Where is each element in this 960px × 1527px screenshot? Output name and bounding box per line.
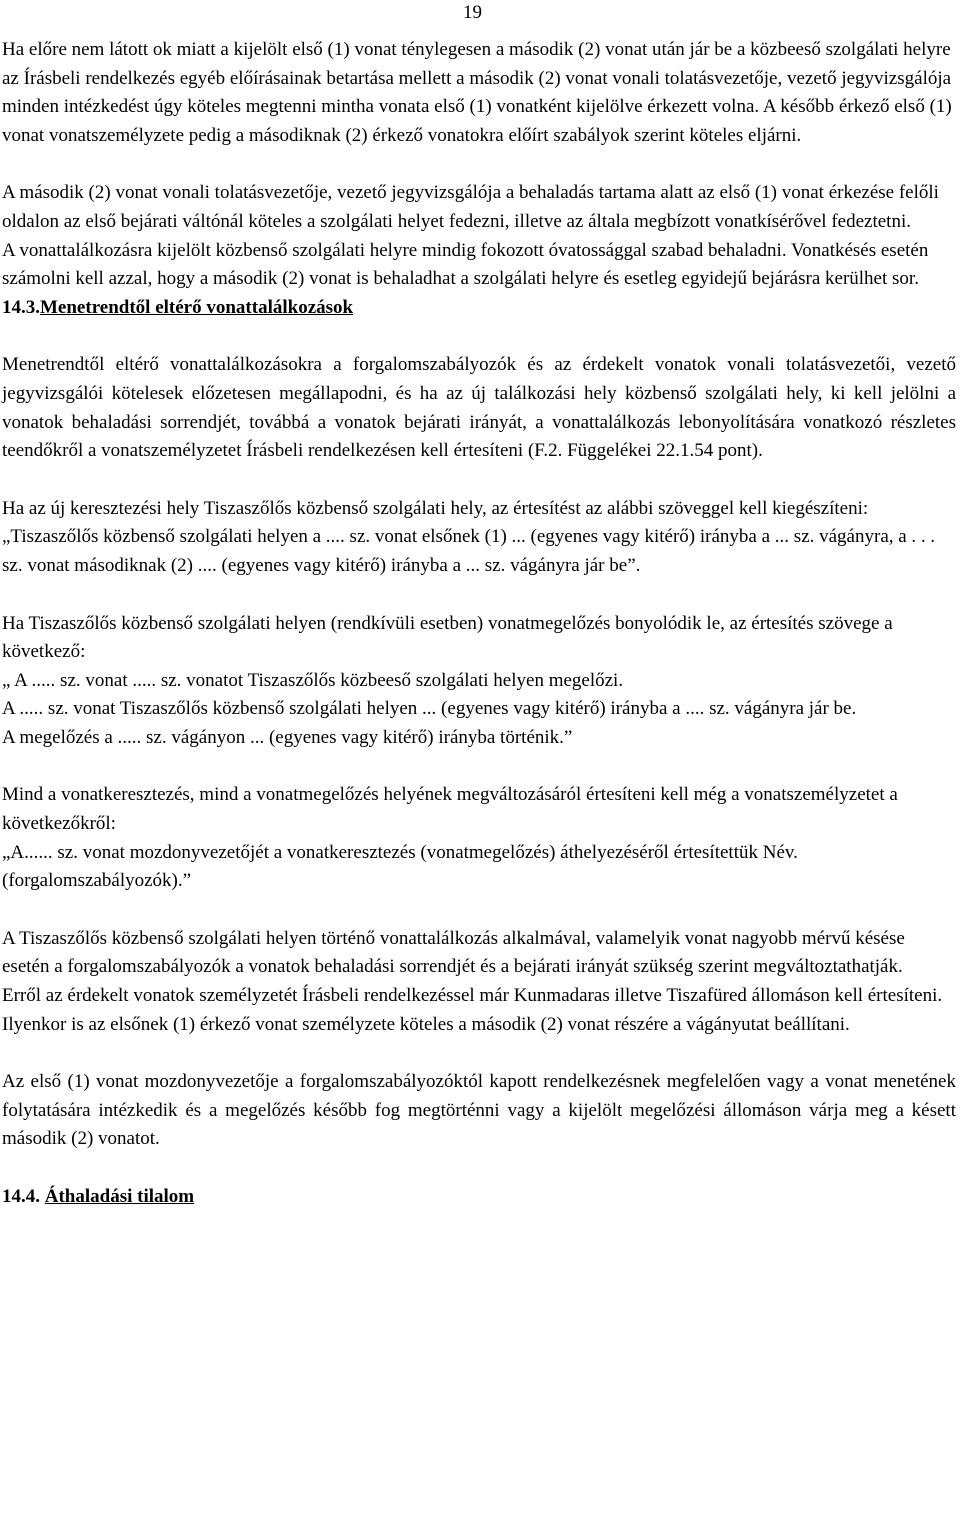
page-number: 19 (463, 2, 482, 23)
paragraph-notice-overtake-1: „ A ..... sz. vonat ..... sz. vonatot Tiszaszőlős közbeeső szolgálati helyen megelőzi. (2, 669, 624, 691)
section-heading-14-4 (2, 1183, 956, 1212)
section-heading-14-3 (2, 294, 956, 323)
paragraph-crew-notification: Erről az érdekelt vonatok személyzetét Írásbeli rendelkezéssel már Kunmadaras illetve Tiszafüred állomáson kell értesíteni. Ilyenkor is az elsőnek (1) érkező vonat személyzete köteles a második (2) vonat részére a vágányutat beállítani. (2, 985, 943, 1035)
paragraph-location-change: Mind a vonatkeresztezés, mind a vonatmegelőzés helyének megváltozásáról értesíteni kell még a vonatszemélyzetet a következőkről: (2, 784, 898, 835)
paragraph-notice-overtake-2: A ..... sz. vonat Tiszaszőlős közbenső szolgálati helyen ... (egyenes vagy kitérő) irányba a .... sz. vágányra jár be. (2, 698, 857, 720)
section-title: Áthaladási tilalom (44, 1186, 195, 1207)
section-number: 14.3. (2, 296, 40, 318)
paragraph-notice-text-crossing: „Tiszaszőlős közbenső szolgálati helyen a .... sz. vonat elsőnek (1) ... (egyenes vagy kitérő) irányba a ... sz. vágányra, a . . . sz. vonat másodiknak (2) .... (egyenes vagy kitérő) irányba a ... sz. vágányra jár be”. (2, 526, 936, 576)
paragraph-overtaking: Ha Tiszaszőlős közbenső szolgálati helyen (rendkívüli esetben) vonatmegelőzés bonyolódik le, az értesítés szövege a következő: (2, 612, 893, 663)
document-body (2, 36, 956, 1212)
paragraph-notice-overtake-3: A megelőzés a ..... sz. vágányon ... (egyenes vagy kitérő) irányba történik.” (2, 726, 573, 748)
paragraph-driver-instruction: Az első (1) vonat mozdonyvezetője a forgalomszabályozóktól kapott rendelkezésnek megfelelően vagy a vonat menetének folytatására intézkedik és a megelőzés később fog megtörténni vagy a kijelölt megelőzési állomáson várja meg a késett második (2) vonatot. (2, 1071, 956, 1150)
paragraph-notice-relocation: „A...... sz. vonat mozdonyvezetőjét a vonatkeresztezés (vonatmegelőzés) áthelyezéséről értesítettük Név. (forgalomszabályozók).” (2, 841, 798, 892)
paragraph-new-crossing-point: Ha az új keresztezési hely Tiszaszőlős közbenső szolgálati hely, az értesítést az alábbi szöveggel kell kiegészíteni: (2, 497, 869, 519)
paragraph-late-first-train: Ha előre nem látott ok miatt a kijelölt első (1) vonat ténylegesen a második (2) vonat után jár be a közbeeső szolgálati helyre az Írásbeli rendelkezés egyéb előírásainak betartása mellett a második (2) vonat vonali tolatásvezetője, vezető jegyvizsgálója minden intézkedést úgy köteles megtenni mintha vonata első (1) vonatként kijelölve érkezett volna. A később érkező első (1) vonat vonatszemélyzete pedig a másodiknak (2) érkező vonatokra előírt szabályok szerint köteles eljárni. (2, 39, 952, 146)
paragraph-cautious-entry: A vonattalálkozásra kijelölt közbenső szolgálati helyre mindig fokozott óvatossággal szabad behaladni. Vonatkésés esetén számolni kell azzal, hogy a második (2) vonat is behaladhat a szolgálati helyre és esetleg egyidejű bejárásra kerülhet sor. (2, 239, 929, 290)
paragraph-second-train-protection: A második (2) vonat vonali tolatásvezetője, vezető jegyvizsgálója a behaladás tartama alatt az első (1) vonat érkezése felőli oldalon az első bejárati váltónál köteles a szolgálati helyet fedezni, illetve az általa megbízott vonatkísérővel fedeztetni. (2, 182, 939, 232)
section-title: Menetrendtől eltérő vonattalálkozások (40, 296, 354, 318)
section-number: 14.4. (2, 1186, 40, 1207)
paragraph-deviating-meetings: Menetrendtől eltérő vonattalálkozásokra a forgalomszabályozók és az érdekelt vonatok vonali tolatásvezetői, vezető jegyvizsgálói kötelesek előzetesen megállapodni, és ha az új találkozási hely közbenső szolgálati hely, ki kell jelölni a vonatok behaladási sorrendjét, továbbá a vonatok bejárati irányát, a vonattalálkozás lebonyolítására vonatkozó részletes teendőkről a vonatszemélyzetet Írásbeli rendelkezésen kell értesíteni (F.2. Függelékei 22.1.54 pont). (2, 354, 956, 462)
paragraph-delay-order-change: A Tiszaszőlős közbenső szolgálati helyen történő vonattalálkozás alkalmával, valamelyik vonat nagyobb mérvű késése esetén a forgalomszabályozók a vonatok behaladási sorrendjét és a bejárati irányát szükség szerint megváltoztathatják. (2, 927, 905, 978)
